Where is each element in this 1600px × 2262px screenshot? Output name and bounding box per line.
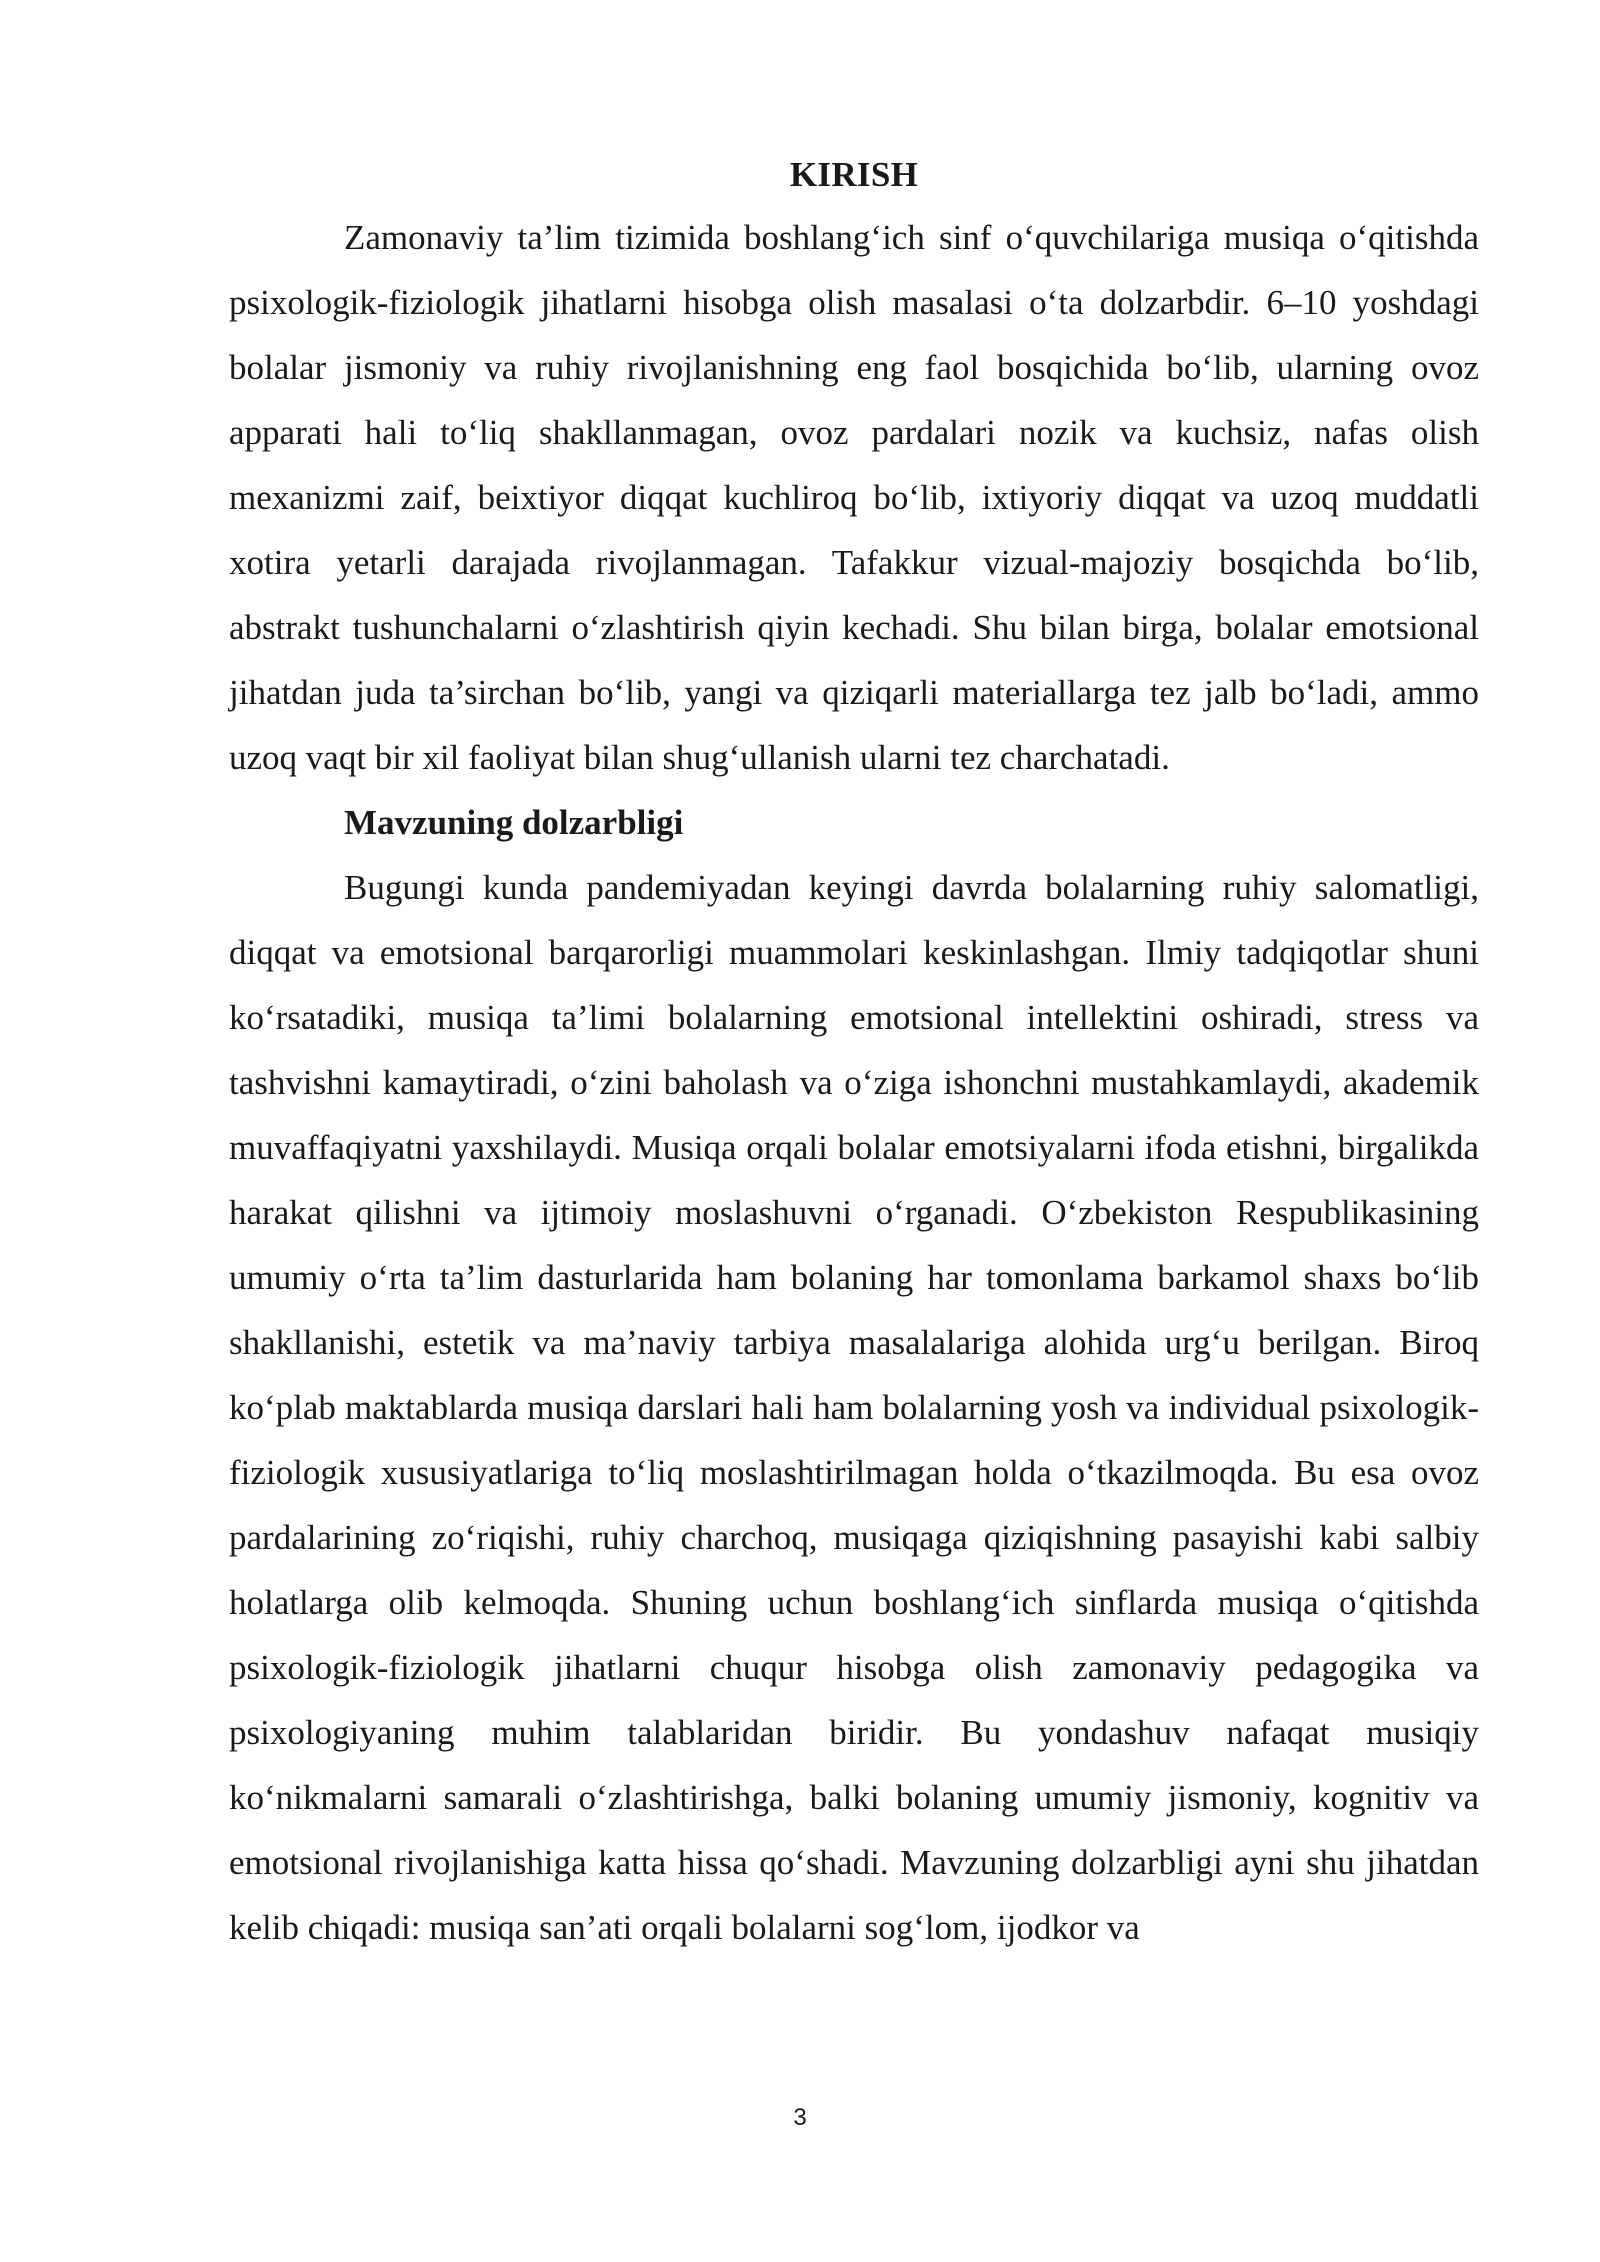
section-paragraph: Bugungi kunda pandemiyadan keyingi davrda bolalarning ruhiy salomatligi, diqqat va emotsional barqarorligi muammolari keskinlashgan. Ilmiy tadqiqotlar shuni ko‘rsatadiki, musiqa ta’limi bolalarning emotsional intellektini oshiradi, stress va tashvishni kamaytiradi, o‘zini baholash va o‘ziga ishonchni mustahkamlaydi, akademik muvaffaqiyatni yaxshilaydi. Musiqa orqali bolalar emotsiyalarni ifoda etishni, birgalikda harakat qilishni va ijtimoiy moslashuvni o‘rganadi. O‘zbekiston Respublikasining umumiy o‘rta ta’lim dasturlarida ham bolaning har tomonlama barkamol shaxs bo‘lib shakllanishi, estetik va ma’naviy tarbiya masalalariga alohida urg‘u berilgan. Biroq ko‘plab maktablarda musiqa darslari hali ham bolalarning yosh va individual psixologik-fiziologik xususiyatlariga to‘liq moslashtirilmagan holda o‘tkazilmoqda. Bu esa ovoz pardalarining zo‘riqishi, ruhiy charchoq, musiqaga qiziqishning pasayishi kabi salbiy holatlarga olib kelmoqda. Shuning uchun boshlang‘ich sinflarda musiqa o‘qitishda psixologik-fiziologik jihatlarni chuqur hisobga olish zamonaviy pedagogika va psixologiyaning muhim talablaridan biridir. Bu yondashuv nafaqat musiqiy ko‘nikmalarni samarali o‘zlashtirishga, balki bolaning umumiy jismoniy, kognitiv va emotsional rivojlanishiga katta hissa qo‘shadi. Mavzuning dolzarbligi ayni shu jihatdan kelib chiqadi: musiqa san’ati orqali bolalarni sog‘lom, ijodkor va — [229, 868, 1479, 1947]
intro-paragraph: Zamonaviy ta’lim tizimida boshlang‘ich sinf o‘quvchilariga musiqa o‘qitishda psixologik-fiziologik jihatlarni hisobga olish masalasi o‘ta dolzarbdir. 6–10 yoshdagi bolalar jismoniy va ruhiy rivojlanishning eng faol bosqichida bo‘lib, ularning ovoz apparati hali to‘liq shakllanmagan, ovoz pardalari nozik va kuchsiz, nafas olish mexanizmi zaif, beixtiyor diqqat kuchliroq bo‘lib, ixtiyoriy diqqat va uzoq muddatli xotira yetarli darajada rivojlanmagan. Tafakkur vizual-majoziy bosqichda bo‘lib, abstrakt tushunchalarni o‘zlashtirish qiyin kechadi. Shu bilan birga, bolalar emotsional jihatdan juda ta’sirchan bo‘lib, yangi va qiziqarli materiallarga tez jalb bo‘ladi, ammo uzoq vaqt bir xil faoliyat bilan shug‘ullanish ularni tez charchatadi. — [229, 218, 1479, 777]
section-heading: Mavzuning dolzarbligi — [344, 803, 684, 842]
page-content — [229, 145, 1479, 1960]
page-title: KIRISH — [789, 155, 919, 194]
page-number: 3 — [793, 2104, 807, 2131]
